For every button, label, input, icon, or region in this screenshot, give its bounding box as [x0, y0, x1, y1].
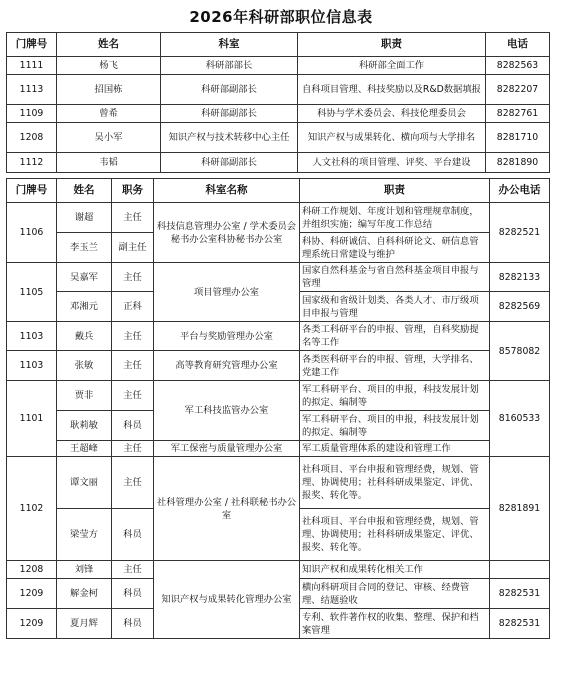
name-cell: 张敏	[57, 351, 112, 381]
dept-cell: 军工保密与质量管理办公室	[154, 441, 300, 457]
dept-cell: 平台与奖励管理办公室	[154, 322, 300, 351]
duty-cell: 国家自然科基金与省自然科基金项目申报与管理	[300, 263, 490, 292]
name-cell: 戴兵	[57, 322, 112, 351]
room-cell: 1208	[7, 123, 57, 153]
name-cell: 王超峰	[57, 441, 112, 457]
name-cell: 谭文丽	[57, 457, 112, 509]
dept-cell: 军工科技监管办公室	[154, 381, 300, 441]
phone-cell: 8282761	[486, 105, 550, 123]
title-cell: 主任	[112, 322, 154, 351]
table-row	[7, 105, 550, 123]
room-cell: 1103	[7, 351, 57, 381]
room-cell: 1102	[7, 457, 57, 561]
dept-cell: 科研部副部长	[161, 105, 298, 123]
dept-cell: 知识产权与技术转移中心主任	[161, 123, 298, 153]
dept-cell: 知识产权与成果转化管理办公室	[154, 561, 300, 639]
dept-cell: 科研部副部长	[161, 75, 298, 105]
header-phone: 办公电话	[490, 179, 550, 203]
phone-cell: 8282207	[486, 75, 550, 105]
name-cell: 谢超	[57, 203, 112, 233]
table-row	[7, 381, 550, 411]
room-cell: 1101	[7, 381, 57, 457]
header-name: 姓名	[57, 33, 161, 57]
duty-cell: 社科项目、平台申报和管理经费，规划、管理、协调使用；社科科研成果鉴定、评优、报奖、转化等。	[300, 457, 490, 509]
title-cell: 主任	[112, 263, 154, 292]
title-cell: 主任	[112, 457, 154, 509]
name-cell: 刘锋	[57, 561, 112, 579]
dept-cell: 社科管理办公室 / 社科联秘书办公室	[154, 457, 300, 561]
table-row	[7, 203, 550, 233]
phone-cell: 8281890	[486, 153, 550, 173]
duty-cell: 军工科研平台、项目的申报，科技发展计划的拟定、编制等	[300, 411, 490, 441]
duty-cell: 横向科研项目合同的登记、审核、经费管理、结题验收	[300, 579, 490, 609]
title-cell: 主任	[112, 381, 154, 411]
duty-cell: 自科项目管理、科技奖励以及R&D数据填报	[298, 75, 486, 105]
phone-cell	[490, 561, 550, 579]
room-cell: 1208	[7, 561, 57, 579]
table-row	[7, 351, 550, 381]
office-staff-table	[6, 178, 550, 639]
header-duty: 职责	[300, 179, 490, 203]
title-cell: 主任	[112, 203, 154, 233]
header-room: 门牌号	[7, 179, 57, 203]
name-cell: 解金柯	[57, 579, 112, 609]
title-cell: 主任	[112, 561, 154, 579]
name-cell: 耿莉敏	[57, 411, 112, 441]
phone-cell: 8160533	[490, 381, 550, 457]
phone-cell: 8282563	[486, 57, 550, 75]
table-row	[7, 123, 550, 153]
name-cell: 梁莹方	[57, 509, 112, 561]
room-cell: 1105	[7, 263, 57, 322]
duty-cell: 军工科研平台、项目的申报，科技发展计划的拟定、编制等	[300, 381, 490, 411]
duty-cell: 科研部全面工作	[298, 57, 486, 75]
title-cell: 副主任	[112, 233, 154, 263]
duty-cell: 社科项目、平台申报和管理经费，规划、管理、协调使用；社科科研成果鉴定、评优、报奖、转化等。	[300, 509, 490, 561]
room-cell: 1103	[7, 322, 57, 351]
title-cell: 科员	[112, 509, 154, 561]
table-row	[7, 561, 550, 579]
dept-cell: 科技信息管理办公室 / 学术委员会秘书办公室科协秘书办公室	[154, 203, 300, 263]
duty-cell: 科协、科研诚信、自科科研论文、研信息管理系统日常建设与维护	[300, 233, 490, 263]
duty-cell: 各类医科研平台的申报、管理，大学排名、党建工作	[300, 351, 490, 381]
room-cell: 1209	[7, 579, 57, 609]
room-cell: 1106	[7, 203, 57, 263]
table-row	[7, 263, 550, 292]
phone-cell: 8578082	[490, 322, 550, 381]
header-duty: 职责	[298, 33, 486, 57]
title-cell: 科员	[112, 411, 154, 441]
name-cell: 夏月辉	[57, 609, 112, 639]
title-cell: 科员	[112, 609, 154, 639]
duty-cell: 知识产权和成果转化相关工作	[300, 561, 490, 579]
header-name: 姓名	[57, 179, 112, 203]
header-dept: 科室	[161, 33, 298, 57]
title-cell: 主任	[112, 351, 154, 381]
name-cell: 曾希	[57, 105, 161, 123]
name-cell: 招国栋	[57, 75, 161, 105]
dept-cell: 科研部部长	[161, 57, 298, 75]
room-cell: 1113	[7, 75, 57, 105]
dept-cell: 科研部副部长	[161, 153, 298, 173]
table-row	[7, 441, 550, 457]
title-cell: 正科	[112, 292, 154, 322]
duty-cell: 知识产权与成果转化、横向项与大学排名	[298, 123, 486, 153]
title-cell: 科员	[112, 579, 154, 609]
name-cell: 吴小军	[57, 123, 161, 153]
duty-cell: 科协与学术委员会、科技伦理委员会	[298, 105, 486, 123]
header-title: 职务	[112, 179, 154, 203]
room-cell: 1112	[7, 153, 57, 173]
duty-cell: 国家级和省级计划类、各类人才、市厅级项目申报与管理	[300, 292, 490, 322]
phone-cell: 8282569	[490, 292, 550, 322]
name-cell: 韦韬	[57, 153, 161, 173]
table-row	[7, 57, 550, 75]
phone-cell: 8282133	[490, 263, 550, 292]
duty-cell: 军工质量管理体系的建设和管理工作	[300, 441, 490, 457]
duty-cell: 人文社科的项目管理、评奖、平台建设	[298, 153, 486, 173]
phone-cell: 8281891	[490, 457, 550, 561]
header-dept: 科室名称	[154, 179, 300, 203]
header-row	[7, 33, 550, 57]
table-row	[7, 322, 550, 351]
name-cell: 贾非	[57, 381, 112, 411]
name-cell: 杨飞	[57, 57, 161, 75]
phone-cell: 8282531	[490, 579, 550, 609]
header-row	[7, 179, 550, 203]
duty-cell: 科研工作规划、年度计划和管理规章制度，并组织实施；编写年度工作总结	[300, 203, 490, 233]
dept-cell: 高等教育研究管理办公室	[154, 351, 300, 381]
name-cell: 吴嘉军	[57, 263, 112, 292]
table-row	[7, 75, 550, 105]
name-cell: 邓湘元	[57, 292, 112, 322]
header-phone: 电话	[486, 33, 550, 57]
room-cell: 1109	[7, 105, 57, 123]
phone-cell: 8282521	[490, 203, 550, 263]
room-cell: 1111	[7, 57, 57, 75]
leadership-table	[6, 32, 550, 173]
phone-cell: 8282531	[490, 609, 550, 639]
name-cell: 李玉兰	[57, 233, 112, 263]
table-row	[7, 153, 550, 173]
duty-cell: 各类工科研平台的申报、管理，自科奖励提名等工作	[300, 322, 490, 351]
dept-cell: 项目管理办公室	[154, 263, 300, 322]
title-cell: 主任	[112, 441, 154, 457]
duty-cell: 专利、软件著作权的收集、整理、保护和档案管理	[300, 609, 490, 639]
table-row	[7, 457, 550, 509]
header-room: 门牌号	[7, 33, 57, 57]
phone-cell: 8281710	[486, 123, 550, 153]
page-title: 2026年科研部职位信息表	[189, 8, 373, 26]
room-cell: 1209	[7, 609, 57, 639]
